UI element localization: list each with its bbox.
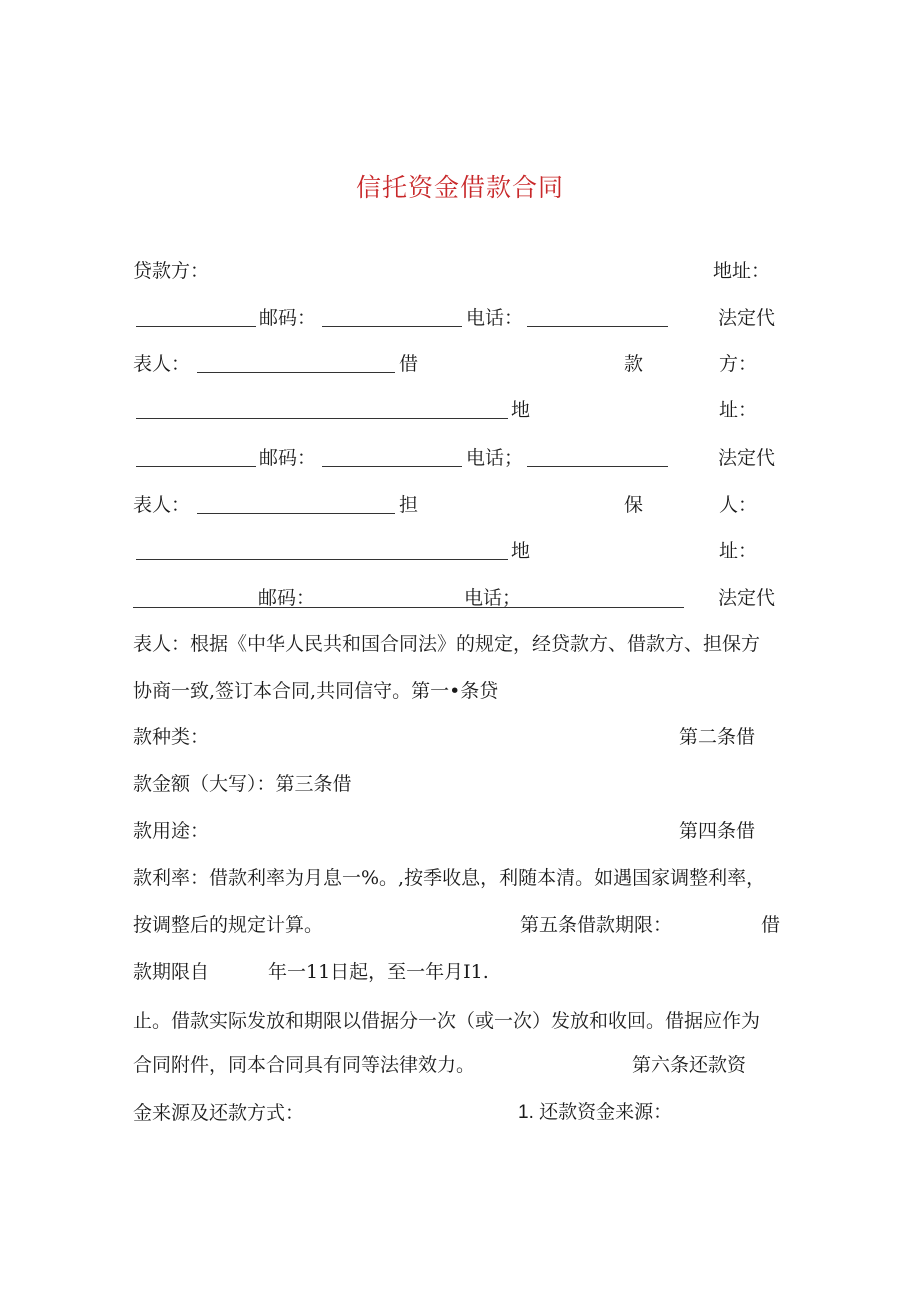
lender-label: 贷款方： xyxy=(133,260,210,282)
loan-term-dates: 年一11日起，至一年月I1. xyxy=(268,961,489,983)
disbursement-line: 止。借款实际发放和期限以借据分一次（或一次）发放和收回。借据应作为 xyxy=(133,1010,761,1032)
article-2-heading: 第二条借 xyxy=(679,726,756,748)
guarantor-postcode-label: 邮码： xyxy=(258,587,316,609)
article-6-heading: 第六条还款资 xyxy=(632,1054,747,1076)
lender-address-label: 地址： xyxy=(713,260,771,282)
guarantor-address-label-a: 地 xyxy=(511,540,531,562)
lender-postcode-blank[interactable] xyxy=(322,326,462,327)
body-line-2: 协商一致,签订本合同,共同信守。第一•条贷 xyxy=(133,680,499,702)
borrower-legal-rep-label-a: 法定代 xyxy=(718,447,776,469)
lender-address-blank[interactable] xyxy=(136,326,256,327)
borrower-address-label-a: 地 xyxy=(511,399,531,421)
borrower-phone-label: 电话； xyxy=(466,447,524,469)
lender-legal-rep-label-b: 表人： xyxy=(133,353,191,375)
article-5-heading: 第五条借款期限： xyxy=(520,914,673,936)
guarantor-contact-underline xyxy=(133,607,684,608)
document-title: 信托资金借款合同 xyxy=(355,173,564,202)
guarantor-label-a: 担 xyxy=(399,494,419,516)
guarantor-label-b: 保 xyxy=(624,494,644,516)
repayment-source-item: 1. 还款资金来源： xyxy=(518,1102,673,1123)
repayment-method-label: 金来源及还款方式： xyxy=(133,1102,305,1124)
interest-rate-line: 款利率：借款利率为月息一%。,按季收息，利随本清。如遇国家调整利率， xyxy=(133,867,766,889)
borrower-address-label-b: 址： xyxy=(719,399,758,421)
borrower-postcode-label: 邮码： xyxy=(259,447,317,469)
loan-amount-line: 款金额（大写）：第三条借 xyxy=(133,773,352,795)
borrower-address-blank[interactable] xyxy=(136,466,256,467)
lender-phone-blank[interactable] xyxy=(527,326,668,327)
interest-adjust-line: 按调整后的规定计算。 xyxy=(133,914,324,936)
borrower-legal-rep-label-b: 表人： xyxy=(133,494,191,516)
lender-postcode-label: 邮码： xyxy=(259,307,317,329)
article-5-continuation: 借 xyxy=(761,914,781,936)
borrower-legal-rep-blank[interactable] xyxy=(197,513,395,514)
guarantor-phone-label: 电话； xyxy=(464,587,522,609)
loan-term-label: 款期限自 xyxy=(133,961,210,983)
attachment-line: 合同附件，同本合同具有同等法律效力。 xyxy=(133,1054,476,1076)
borrower-phone-blank[interactable] xyxy=(527,466,668,467)
guarantor-legal-rep-label-a: 法定代 xyxy=(718,587,776,609)
loan-type-label: 款种类： xyxy=(133,726,210,748)
borrower-postcode-blank[interactable] xyxy=(322,466,462,467)
borrower-name-blank[interactable] xyxy=(136,418,508,419)
article-4-heading: 第四条借 xyxy=(679,820,756,842)
borrower-label-c: 方： xyxy=(719,353,758,375)
guarantor-address-label-b: 址： xyxy=(719,540,758,562)
lender-phone-label: 电话： xyxy=(466,307,524,329)
lender-legal-rep-blank[interactable] xyxy=(197,372,395,373)
borrower-label-a: 借 xyxy=(399,353,419,375)
guarantor-label-c: 人： xyxy=(719,494,758,516)
borrower-label-b: 款 xyxy=(624,353,644,375)
body-line-1: 表人：根据《中华人民共和国合同法》的规定，经贷款方、借款方、担保方 xyxy=(133,633,761,655)
guarantor-name-blank[interactable] xyxy=(136,559,508,560)
lender-legal-rep-label-a: 法定代 xyxy=(718,307,776,329)
loan-purpose-label: 款用途： xyxy=(133,820,210,842)
